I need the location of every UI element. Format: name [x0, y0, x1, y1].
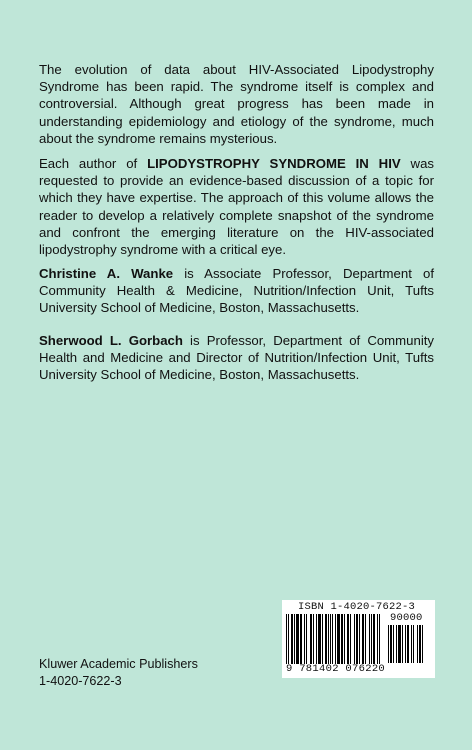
barcode-bar	[322, 614, 323, 664]
barcode-bar	[288, 614, 289, 664]
author-name-gorbach: Sherwood L. Gorbach	[39, 333, 183, 348]
barcode-bar	[362, 614, 364, 664]
barcode-bar	[396, 625, 397, 663]
barcode-ean-digits: 9 781402 076220	[286, 663, 386, 675]
barcode-bar	[294, 614, 295, 664]
barcode-bar	[310, 614, 312, 664]
barcode-bar	[398, 625, 401, 663]
barcode-bar	[328, 614, 329, 664]
author-bio-gorbach	[39, 332, 434, 384]
barcode-bar	[316, 614, 317, 664]
barcode-bar	[300, 614, 302, 664]
barcode-bar	[411, 625, 412, 663]
barcode-bar	[356, 614, 358, 664]
author-bio-text-wanke: is Associate Professor, Department of Community Health & Medicine, Nutrition/Infection Unit, Tufts University School of Medicine, Boston, Massachusetts.	[39, 266, 434, 316]
barcode-bar	[350, 614, 351, 664]
barcode-bar	[354, 614, 355, 664]
barcode-bar	[419, 625, 421, 663]
barcode-bar	[417, 625, 418, 663]
description-paragraph: The evolution of data about HIV-Associated Lipodystrophy Syndrome has been rapid. The syndrome itself is complex and controversial. Although great progress has been made in understanding epidemiology and etiology of the syndrome, much about the syndrome remains mysterious.	[39, 62, 434, 146]
addon-barcode-bars	[388, 625, 432, 663]
publisher-name: Kluwer Academic Publishers	[39, 657, 198, 671]
barcode-bar	[318, 614, 321, 664]
barcode-bar	[379, 614, 380, 664]
barcode-bar	[422, 625, 423, 663]
author-bio-text-gorbach: is Professor, Department of Community Health and Medicine and Director of Nutrition/Infection Unit, Tufts University School of Medicine, Boston, Massachusetts.	[39, 333, 435, 383]
barcode-bar	[347, 614, 349, 664]
barcode-bar	[405, 625, 406, 663]
barcode-bar	[332, 614, 333, 664]
volume-paragraph-prefix: Each author of	[39, 156, 148, 171]
barcode-bar	[390, 625, 392, 663]
barcode-bar	[291, 614, 293, 664]
barcode-bar	[341, 614, 343, 664]
barcode-bar	[359, 614, 360, 664]
barcode-bar	[306, 614, 307, 664]
author-bio-wanke	[39, 265, 434, 317]
author-name-wanke: Christine A. Wanke	[39, 266, 174, 281]
barcode-bar	[365, 614, 366, 664]
barcode-bar	[296, 614, 299, 664]
barcode-bar	[369, 614, 370, 664]
barcode-isbn-label: ISBN 1-4020-7622-3	[298, 601, 416, 613]
barcode-bar	[335, 614, 336, 664]
barcode-bar	[373, 614, 375, 664]
barcode-bar	[407, 625, 409, 663]
barcode-addon-number: 90000	[390, 612, 423, 624]
barcode-bar	[344, 614, 345, 664]
barcode-block	[282, 600, 435, 678]
barcode-bar	[337, 614, 340, 664]
barcode-bar	[325, 614, 327, 664]
book-title: LIPODYSTROPHY SYNDROME IN HIV	[147, 156, 401, 171]
volume-paragraph	[39, 155, 434, 258]
volume-paragraph-rest: was requested to provide an evidence-based discussion of a topic for which they have expertise. The approach of this volume allows the reader to develop a relatively complete snapshot of the syndrome and confront the emerging literature on the HIV-associated lipodystrophy syndrome with a critical eye.	[39, 156, 434, 258]
barcode-bar	[388, 625, 389, 663]
barcode-bar	[371, 614, 372, 664]
barcode-bar	[393, 625, 394, 663]
ean-barcode-bars	[286, 614, 384, 664]
publisher-isbn: 1-4020-7622-3	[39, 674, 122, 688]
barcode-bar	[313, 614, 314, 664]
barcode-bar	[286, 614, 287, 664]
barcode-bar	[330, 614, 331, 664]
barcode-bar	[304, 614, 305, 664]
barcode-bar	[377, 614, 378, 664]
barcode-bar	[413, 625, 414, 663]
barcode-bar	[402, 625, 403, 663]
publisher-block	[39, 656, 198, 690]
